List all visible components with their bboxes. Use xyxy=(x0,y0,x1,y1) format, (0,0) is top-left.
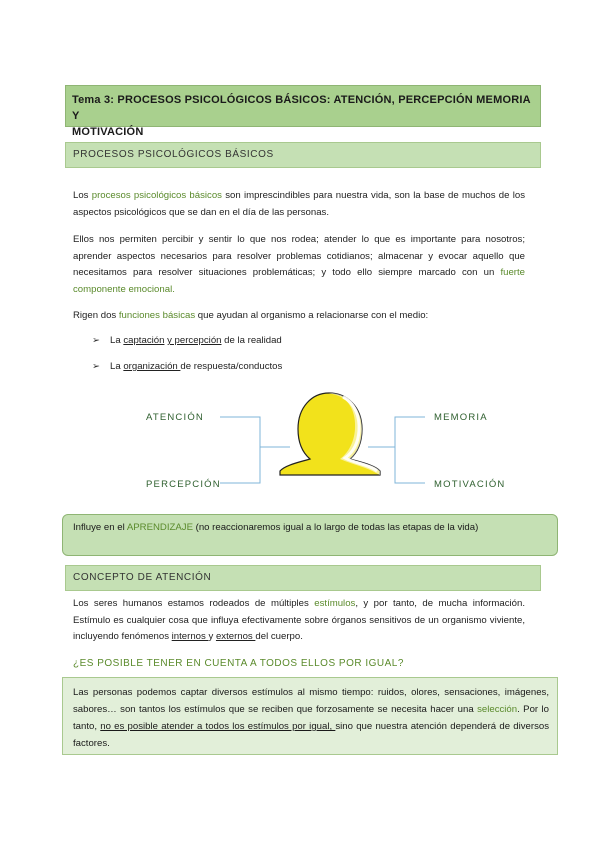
highlight-term: funciones básicas xyxy=(118,310,196,321)
arrow-bullet-icon: ➢ xyxy=(92,335,101,346)
answer-box xyxy=(62,677,558,755)
highlight-term: estímulos xyxy=(314,598,356,609)
person-head-icon xyxy=(280,393,380,475)
highlight-term: fuerte componente emocional. xyxy=(73,267,525,295)
paragraph: Rigen dos funciones básicas que ayudan al organismo a relacionarse con el medio: xyxy=(73,310,429,321)
connector-line-left xyxy=(220,417,260,483)
list-item: ➢ La organización de respuesta/conductos xyxy=(92,361,283,372)
connector-line-right xyxy=(395,417,425,483)
section-heading: PROCESOS PSICOLÓGICOS BÁSICOS xyxy=(73,149,274,160)
learning-note: Influye en el APRENDIZAJE (no reaccionaremos igual a lo largo de todas las etapas de la vida) xyxy=(73,522,479,533)
highlight-term: APRENDIZAJE xyxy=(126,522,193,533)
highlight-term: procesos psicológicos básicos xyxy=(91,190,222,201)
answer-text: Las personas podemos captar diversos estímulos al mismo tiempo: ruidos, olores, sensaciones, imágenes, sabores… son tantos los estímulos que se reciben que forzosamente se necesita hacer una selección. Por lo tanto, no es posible atender a todos los estímulos por igual, sino que nuestra atención dependerá de diversos factores. xyxy=(73,687,549,749)
section-heading-box xyxy=(65,142,541,168)
section-heading-box xyxy=(65,565,541,591)
diagram-label-perception: PERCEPCIÓN xyxy=(146,479,221,490)
learning-note-box xyxy=(62,514,558,556)
paragraph: Los procesos psicológicos básicos son imprescindibles para nuestra vida, son la base de muchos de los aspectos psicológicos que se dan en el día de las personas. xyxy=(73,190,525,218)
diagram-label-motivation: MOTIVACIÓN xyxy=(434,479,506,490)
question-heading: ¿ES POSIBLE TENER EN CUENTA A TODOS ELLOS POR IGUAL? xyxy=(73,658,404,669)
diagram-label-attention: ATENCIÓN xyxy=(146,412,204,423)
arrow-bullet-icon: ➢ xyxy=(92,361,101,372)
paragraph: Ellos nos permiten percibir y sentir lo que nos rodea; atender lo que es importante para nosotros; aprender aspectos necesarios para resolver problemas cotidianos; almacenar y evocar aquello que necesitamos para resolver situaciones problemáticas; y todo ello siempre marcado con un fuerte componente emocional. xyxy=(73,234,525,295)
document-title-box xyxy=(65,85,541,138)
paragraph: Los seres humanos estamos rodeados de múltiples estímulos, y por tanto, de mucha información. Estímulo es cualquier cosa que influya efectivamente sobre órganos sensitivos de un organismo viviente, incluyendo fenómenos internos y externos del cuerpo. xyxy=(73,598,526,642)
diagram-label-memory: MEMORIA xyxy=(434,412,488,423)
document-title: Tema 3: PROCESOS PSICOLÓGICOS BÁSICOS: ATENCIÓN, PERCEPCIÓN MEMORIA Y MOTIVACIÓN xyxy=(72,94,531,138)
section-heading: CONCEPTO DE ATENCIÓN xyxy=(73,572,212,583)
list-item: ➢ La captación y percepción de la realidad xyxy=(92,335,282,346)
highlight-term: selección xyxy=(477,704,518,715)
